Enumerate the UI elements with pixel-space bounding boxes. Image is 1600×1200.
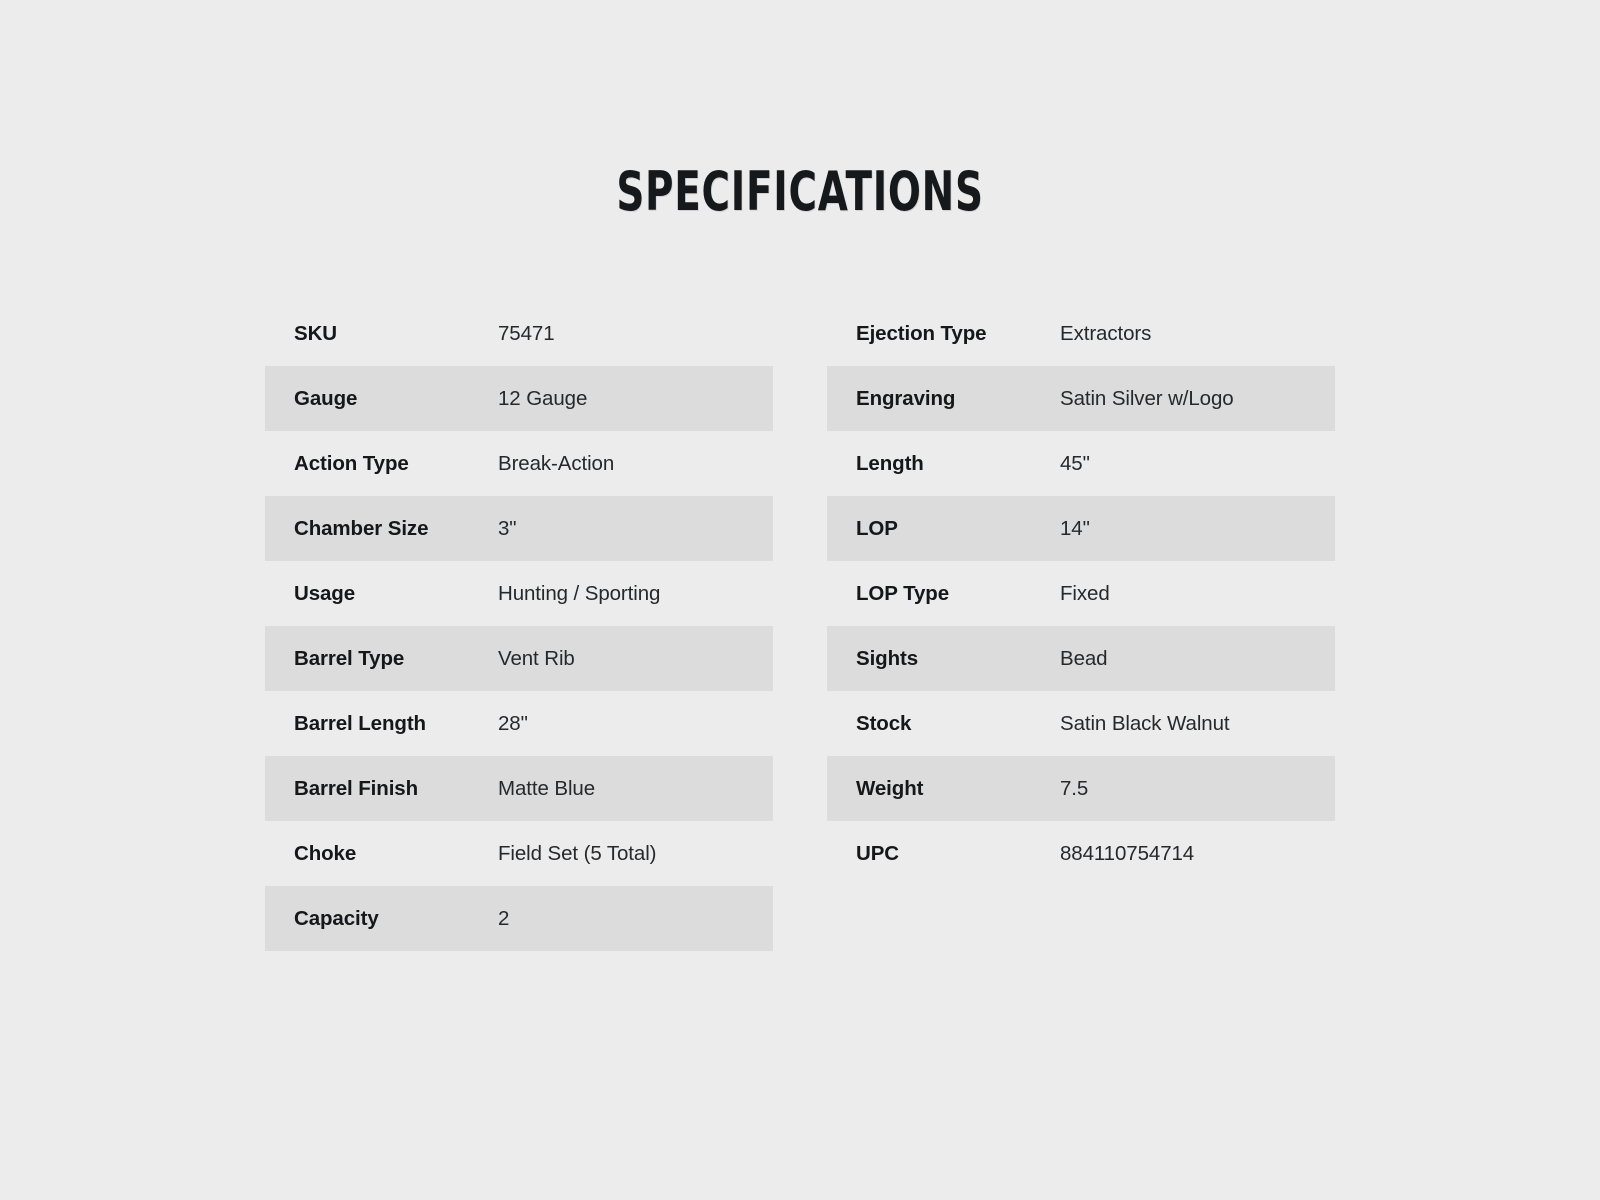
spec-column-left (265, 301, 773, 951)
spec-row (827, 821, 1335, 886)
spec-value: 45" (1060, 451, 1090, 475)
spec-row (827, 366, 1335, 431)
spec-label: Usage (294, 581, 356, 605)
spec-value: 2 (498, 906, 510, 930)
spec-label: Sights (856, 646, 919, 670)
spec-value: Hunting / Sporting (498, 581, 661, 605)
spec-row (265, 431, 773, 496)
spec-label: Barrel Length (294, 711, 426, 735)
spec-value: 28" (498, 711, 528, 735)
spec-label: Gauge (294, 386, 358, 410)
spec-row (265, 756, 773, 821)
spec-row (265, 301, 773, 366)
spec-row (827, 431, 1335, 496)
spec-row (265, 366, 773, 431)
spec-label: Stock (856, 711, 912, 735)
spec-value: Bead (1060, 646, 1108, 670)
spec-value: Satin Black Walnut (1060, 711, 1230, 735)
spec-row (827, 756, 1335, 821)
spec-column-right (827, 301, 1335, 951)
spec-value: Fixed (1060, 581, 1110, 605)
spec-value: 12 Gauge (498, 386, 588, 410)
spec-row (827, 301, 1335, 366)
spec-label: Weight (856, 776, 924, 800)
spec-row (265, 821, 773, 886)
spec-value: Extractors (1060, 321, 1152, 345)
spec-value: Satin Silver w/Logo (1060, 386, 1234, 410)
spec-value: 14" (1060, 516, 1090, 540)
page-title: SPECIFICATIONS (616, 160, 984, 223)
spec-value: 3" (498, 516, 517, 540)
spec-row (827, 626, 1335, 691)
spec-label: Ejection Type (856, 321, 987, 345)
spec-row (827, 561, 1335, 626)
spec-label: Action Type (294, 451, 409, 475)
spec-label: LOP Type (856, 581, 949, 605)
spec-value: Field Set (5 Total) (498, 841, 657, 865)
spec-value: Vent Rib (498, 646, 575, 670)
spec-row (265, 626, 773, 691)
spec-label: UPC (856, 841, 899, 865)
spec-label: Capacity (294, 906, 379, 930)
spec-label: SKU (294, 321, 337, 345)
spec-label: Length (856, 451, 924, 475)
spec-row (265, 496, 773, 561)
spec-value: Break-Action (498, 451, 615, 475)
spec-label: Engraving (856, 386, 956, 410)
spec-label: Barrel Type (294, 646, 405, 670)
specifications-table (0, 301, 1600, 951)
spec-label: Barrel Finish (294, 776, 419, 800)
spec-label: Chamber Size (294, 516, 429, 540)
spec-value: Matte Blue (498, 776, 595, 800)
spec-row (265, 691, 773, 756)
spec-value: 7.5 (1060, 776, 1089, 800)
spec-row (265, 886, 773, 951)
spec-label: Choke (294, 841, 357, 865)
spec-value: 884110754714 (1060, 841, 1195, 865)
spec-row (265, 561, 773, 626)
spec-row (827, 691, 1335, 756)
spec-label: LOP (856, 516, 898, 540)
spec-value: 75471 (498, 321, 555, 345)
spec-row (827, 496, 1335, 561)
